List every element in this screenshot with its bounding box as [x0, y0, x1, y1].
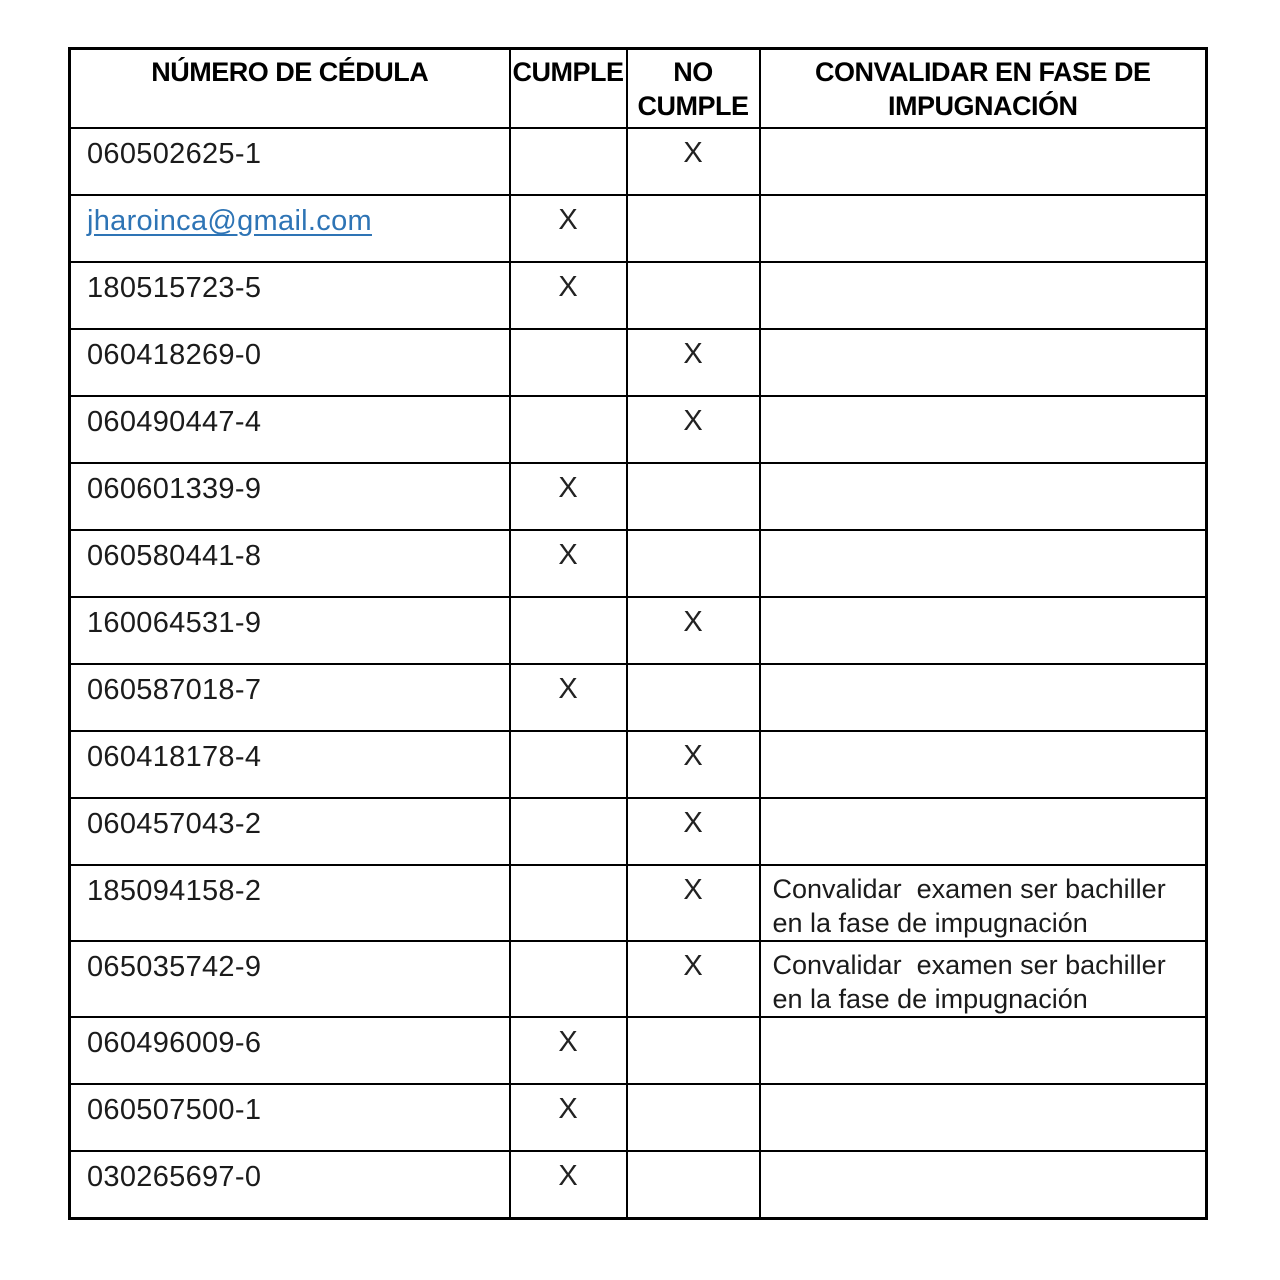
no-cumple-cell: X	[627, 798, 760, 865]
cumple-cell	[510, 941, 627, 1017]
no-cumple-cell: X	[627, 731, 760, 798]
cumple-cell: X	[510, 463, 627, 530]
convalidar-cell	[760, 798, 1207, 865]
cumple-cell	[510, 597, 627, 664]
col-header-convalidar: CONVALIDAR EN FASE DE IMPUGNACIÓN	[760, 49, 1207, 129]
cumple-cell: X	[510, 530, 627, 597]
cedula-cell: 060457043-2	[70, 798, 510, 865]
convalidation-table	[68, 47, 1208, 1220]
convalidar-cell	[760, 1017, 1207, 1084]
table-row	[70, 731, 1207, 798]
no-cumple-cell	[627, 1017, 760, 1084]
cumple-cell: X	[510, 1151, 627, 1218]
cumple-cell: X	[510, 262, 627, 329]
cumple-cell	[510, 329, 627, 396]
cedula-cell: 030265697-0	[70, 1151, 510, 1218]
no-cumple-cell: X	[627, 396, 760, 463]
cedula-cell: 060418178-4	[70, 731, 510, 798]
no-cumple-cell	[627, 195, 760, 262]
table-row	[70, 664, 1207, 731]
cedula-cell: 060601339-9	[70, 463, 510, 530]
no-cumple-cell: X	[627, 597, 760, 664]
col-header-no-cumple: NO CUMPLE	[627, 49, 760, 129]
header-row	[70, 49, 1207, 129]
cedula-cell: 060502625-1	[70, 128, 510, 195]
no-cumple-cell: X	[627, 128, 760, 195]
convalidar-cell	[760, 396, 1207, 463]
cedula-cell: 065035742-9	[70, 941, 510, 1017]
convalidar-cell	[760, 597, 1207, 664]
no-cumple-cell: X	[627, 329, 760, 396]
convalidar-cell	[760, 664, 1207, 731]
table-row	[70, 1151, 1207, 1218]
convalidar-cell	[760, 262, 1207, 329]
table-row	[70, 262, 1207, 329]
convalidar-cell	[760, 128, 1207, 195]
no-cumple-cell: X	[627, 865, 760, 941]
cedula-cell: 060496009-6	[70, 1017, 510, 1084]
convalidar-cell: Convalidar examen ser bachiller en la fase de impugnación	[760, 941, 1207, 1017]
cumple-cell: X	[510, 1084, 627, 1151]
table-row	[70, 865, 1207, 941]
email-link[interactable]: jharoinca@gmail.com	[87, 205, 372, 237]
no-cumple-cell	[627, 463, 760, 530]
table-row	[70, 396, 1207, 463]
col-header-numero-de-cedula: NÚMERO DE CÉDULA	[70, 49, 510, 129]
cedula-cell: 160064531-9	[70, 597, 510, 664]
cedula-cell: 060587018-7	[70, 664, 510, 731]
cumple-cell	[510, 396, 627, 463]
cumple-cell: X	[510, 664, 627, 731]
no-cumple-cell	[627, 664, 760, 731]
no-cumple-cell	[627, 1084, 760, 1151]
table-row	[70, 1017, 1207, 1084]
cumple-cell	[510, 798, 627, 865]
no-cumple-cell	[627, 1151, 760, 1218]
cedula-cell: 060418269-0	[70, 329, 510, 396]
convalidar-cell	[760, 731, 1207, 798]
table-row	[70, 1084, 1207, 1151]
table-row	[70, 128, 1207, 195]
cedula-cell: 180515723-5	[70, 262, 510, 329]
convalidar-cell	[760, 329, 1207, 396]
table-row	[70, 941, 1207, 1017]
table-row	[70, 463, 1207, 530]
convalidar-cell: Convalidar examen ser bachiller en la fase de impugnación	[760, 865, 1207, 941]
cedula-cell: 060580441-8	[70, 530, 510, 597]
cumple-cell	[510, 128, 627, 195]
convalidar-cell	[760, 1084, 1207, 1151]
convalidar-cell	[760, 530, 1207, 597]
convalidar-cell	[760, 463, 1207, 530]
col-header-cumple: CUMPLE	[510, 49, 627, 129]
cumple-cell: X	[510, 1017, 627, 1084]
cumple-cell: X	[510, 195, 627, 262]
no-cumple-cell: X	[627, 941, 760, 1017]
table-row	[70, 798, 1207, 865]
convalidar-cell	[760, 1151, 1207, 1218]
table-row	[70, 195, 1207, 262]
table-row	[70, 329, 1207, 396]
cedula-cell: 060507500-1	[70, 1084, 510, 1151]
cedula-cell: 185094158-2	[70, 865, 510, 941]
table-row	[70, 597, 1207, 664]
cumple-cell	[510, 731, 627, 798]
convalidar-cell	[760, 195, 1207, 262]
no-cumple-cell	[627, 262, 760, 329]
no-cumple-cell	[627, 530, 760, 597]
cedula-cell: 060490447-4	[70, 396, 510, 463]
cumple-cell	[510, 865, 627, 941]
table-row	[70, 530, 1207, 597]
cedula-cell	[70, 195, 510, 262]
